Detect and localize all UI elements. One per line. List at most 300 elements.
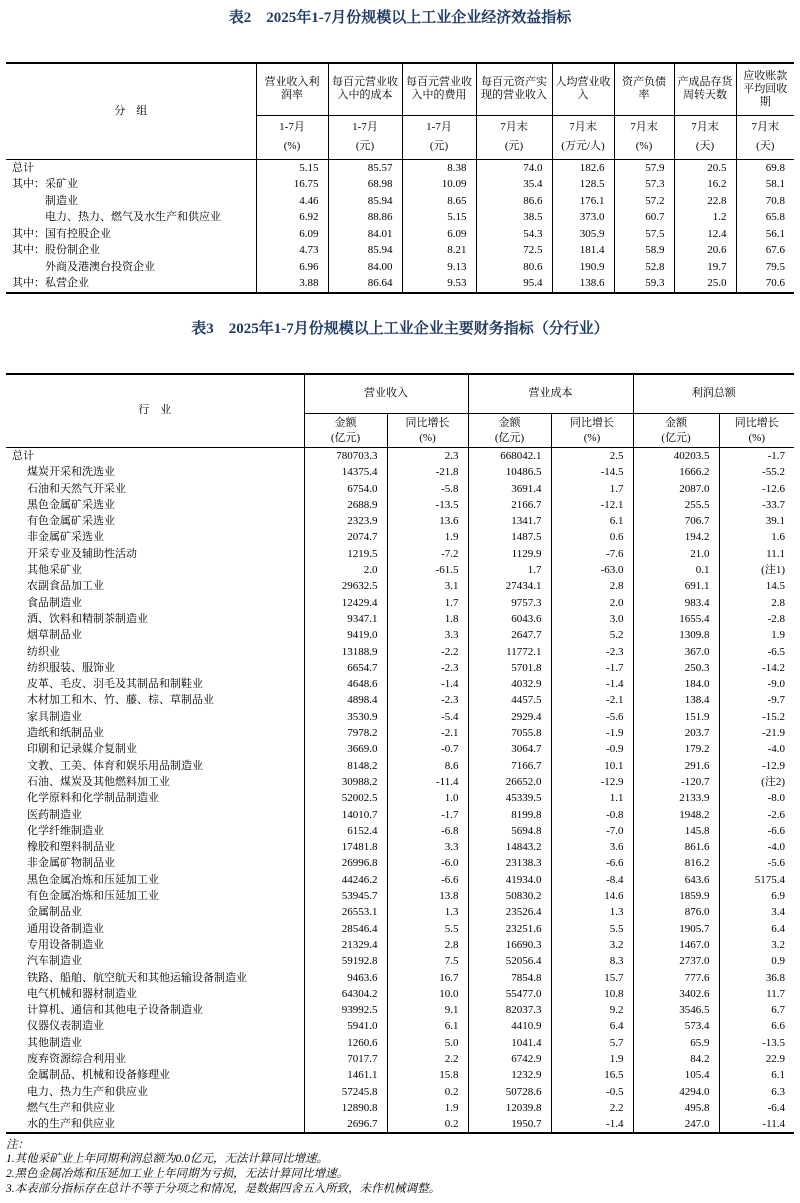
table-row xyxy=(6,611,794,627)
column-subheader xyxy=(304,414,387,448)
cell-value: 16.2 xyxy=(674,176,736,193)
subcolumn-name: 金额 xyxy=(334,416,357,429)
cell-value: 5.0 xyxy=(387,1035,468,1051)
cell-value: 70.6 xyxy=(736,275,794,293)
cell-value: -2.6 xyxy=(719,807,794,823)
row-label: 电力、热力生产和供应业 xyxy=(27,1085,148,1098)
cell-value: 373.0 xyxy=(552,209,614,226)
cell-value: 138.6 xyxy=(552,275,614,293)
row-label: 非金属矿物制品业 xyxy=(27,857,115,870)
cell-value: 79.5 xyxy=(736,259,794,276)
cell-value: 4294.0 xyxy=(633,1084,719,1100)
row-label: 皮革、毛皮、羽毛及其制品和制鞋业 xyxy=(27,678,203,691)
cell-value: -1.7 xyxy=(387,807,468,823)
row-label: 电气机械和器材制造业 xyxy=(27,987,137,1000)
row-label: 金属制品业 xyxy=(27,906,82,919)
cell-value: 6.09 xyxy=(256,226,328,243)
cell-value: 10.0 xyxy=(387,986,468,1002)
table3-head xyxy=(6,374,794,448)
cell-value: 14375.4 xyxy=(304,464,387,480)
cell-value: -14.2 xyxy=(719,660,794,676)
cell-value: 0.1 xyxy=(633,562,719,578)
cell-value: 7978.2 xyxy=(304,725,387,741)
cell-value: 8148.2 xyxy=(304,758,387,774)
column-subheader xyxy=(614,115,674,159)
table-row xyxy=(6,660,794,676)
row-label: 其他采矿业 xyxy=(27,564,82,577)
cell-value: -33.7 xyxy=(719,497,794,513)
cell-value: 68.98 xyxy=(328,176,402,193)
table-row xyxy=(6,448,794,465)
cell-value: 4648.6 xyxy=(304,676,387,692)
column-subheader xyxy=(402,115,476,159)
cell-value: 41934.0 xyxy=(468,872,551,888)
cell-value: 5.15 xyxy=(402,209,476,226)
cell-value: -2.3 xyxy=(387,692,468,708)
cell-value: 573.4 xyxy=(633,1018,719,1034)
cell-value: 30988.2 xyxy=(304,774,387,790)
cell-value: 57.3 xyxy=(614,176,674,193)
row-label: 煤炭开采和洗选业 xyxy=(27,466,115,479)
table-row xyxy=(6,1084,794,1100)
row-label: 印刷和记录媒介复制业 xyxy=(27,743,137,756)
cell-value: 17481.8 xyxy=(304,839,387,855)
cell-value: -2.3 xyxy=(551,644,633,660)
subcolumn-unit: (%) xyxy=(748,431,765,444)
cell-value: 57.5 xyxy=(614,226,674,243)
row-label: 其中：采矿业 xyxy=(12,178,78,190)
column-period: 7月末 xyxy=(500,121,528,133)
cell-value: 0.2 xyxy=(387,1116,468,1133)
cell-value: -21.8 xyxy=(387,464,468,480)
cell-value: -0.9 xyxy=(551,741,633,757)
cell-value: -2.2 xyxy=(387,644,468,660)
row-label: 黑色金属矿采选业 xyxy=(27,498,115,511)
cell-value: 706.7 xyxy=(633,513,719,529)
cell-value: 1.9 xyxy=(719,627,794,643)
cell-value: -1.4 xyxy=(551,1116,633,1133)
cell-value: -61.5 xyxy=(387,562,468,578)
table-row xyxy=(6,644,794,660)
cell-value: 20.6 xyxy=(674,242,736,259)
cell-value: 367.0 xyxy=(633,644,719,660)
table-row xyxy=(6,855,794,871)
cell-value: 74.0 xyxy=(476,159,552,176)
cell-value: 1.9 xyxy=(387,529,468,545)
cell-value: 2.8 xyxy=(551,578,633,594)
column-subheader xyxy=(552,115,614,159)
row-label: 汽车制造业 xyxy=(27,955,82,968)
table-row xyxy=(6,807,794,823)
cell-value: 3.2 xyxy=(719,937,794,953)
table-row xyxy=(6,209,794,226)
table-row xyxy=(6,790,794,806)
cell-value: 2.0 xyxy=(551,595,633,611)
cell-value: -55.2 xyxy=(719,464,794,480)
cell-value: 8.21 xyxy=(402,242,476,259)
row-label: 纺织业 xyxy=(27,645,60,658)
column-subheader xyxy=(551,414,633,448)
table2-group-header: 分 组 xyxy=(6,63,256,159)
table-row xyxy=(6,872,794,888)
column-period: 1-7月 xyxy=(352,121,378,133)
table-row xyxy=(6,725,794,741)
cell-value: 876.0 xyxy=(633,904,719,920)
subcolumn-unit: (亿元) xyxy=(330,431,361,444)
cell-value: -1.7 xyxy=(719,448,794,465)
cell-value: 1.3 xyxy=(387,904,468,920)
cell-value: 58.1 xyxy=(736,176,794,193)
cell-value: 3669.0 xyxy=(304,741,387,757)
cell-value: 8.38 xyxy=(402,159,476,176)
cell-value: 26652.0 xyxy=(468,774,551,790)
cell-value: 23251.6 xyxy=(468,921,551,937)
cell-value: -13.5 xyxy=(719,1035,794,1051)
cell-value: 7017.7 xyxy=(304,1051,387,1067)
cell-value: 82037.3 xyxy=(468,1002,551,1018)
cell-value: 9757.3 xyxy=(468,595,551,611)
row-label: 烟草制品业 xyxy=(27,629,82,642)
cell-value: 6.1 xyxy=(719,1067,794,1083)
row-label: 专用设备制造业 xyxy=(27,938,104,951)
row-label: 化学原料和化学制品制造业 xyxy=(27,792,159,805)
notes-lines xyxy=(6,1152,794,1197)
cell-value: 4410.9 xyxy=(468,1018,551,1034)
cell-value: 72.5 xyxy=(476,242,552,259)
cell-value: 9463.6 xyxy=(304,970,387,986)
cell-value: 52.8 xyxy=(614,259,674,276)
cell-value: 1.7 xyxy=(551,481,633,497)
cell-value: 5.5 xyxy=(551,921,633,937)
row-label: 食品制造业 xyxy=(27,596,82,609)
cell-value: 1.0 xyxy=(387,790,468,806)
table3-group-header: 行 业 xyxy=(6,374,304,448)
cell-value: 8.65 xyxy=(402,193,476,210)
cell-value: 250.3 xyxy=(633,660,719,676)
row-label: 水的生产和供应业 xyxy=(27,1118,115,1131)
cell-value: 12429.4 xyxy=(304,595,387,611)
cell-value: 181.4 xyxy=(552,242,614,259)
cell-value: 70.8 xyxy=(736,193,794,210)
cell-value: 2696.7 xyxy=(304,1116,387,1133)
cell-value: 203.7 xyxy=(633,725,719,741)
row-label: 制造业 xyxy=(45,194,78,207)
column-unit: (元) xyxy=(429,140,449,152)
row-label: 外商及港澳台投资企业 xyxy=(45,260,155,273)
cell-value: 64304.2 xyxy=(304,986,387,1002)
table-row xyxy=(6,464,794,480)
cell-value: 5701.8 xyxy=(468,660,551,676)
cell-value: 13188.9 xyxy=(304,644,387,660)
column-period: 7月末 xyxy=(751,121,779,133)
table2 xyxy=(6,62,794,294)
cell-value: 643.6 xyxy=(633,872,719,888)
cell-value: 176.1 xyxy=(552,193,614,210)
cell-value: -12.1 xyxy=(551,497,633,513)
column-header: 产成品存货周转天数 xyxy=(674,63,736,115)
cell-value: 3.4 xyxy=(719,904,794,920)
cell-value: 23138.3 xyxy=(468,855,551,871)
cell-value: 2.8 xyxy=(387,937,468,953)
cell-value: 9.13 xyxy=(402,259,476,276)
cell-value: -6.0 xyxy=(387,855,468,871)
column-unit: (天) xyxy=(695,140,715,152)
table-row xyxy=(6,1067,794,1083)
cell-value: 2.8 xyxy=(719,595,794,611)
cell-value: 2.2 xyxy=(387,1051,468,1067)
cell-value: 84.01 xyxy=(328,226,402,243)
table-row xyxy=(6,937,794,953)
cell-value: 3.2 xyxy=(551,937,633,953)
cell-value: -6.6 xyxy=(551,855,633,871)
table-row xyxy=(6,921,794,937)
cell-value: 4.46 xyxy=(256,193,328,210)
cell-value: 3.1 xyxy=(387,578,468,594)
table-row xyxy=(6,562,794,578)
cell-value: 2133.9 xyxy=(633,790,719,806)
cell-value: -6.6 xyxy=(719,823,794,839)
cell-value: 1655.4 xyxy=(633,611,719,627)
cell-value: 56.1 xyxy=(736,226,794,243)
cell-value: 3.6 xyxy=(551,839,633,855)
cell-value: 6043.6 xyxy=(468,611,551,627)
cell-value: 1.7 xyxy=(468,562,551,578)
cell-value: (注2) xyxy=(719,774,794,790)
table-row xyxy=(6,970,794,986)
cell-value: 10.8 xyxy=(551,986,633,1002)
cell-value: 6.1 xyxy=(551,513,633,529)
cell-value: 12039.8 xyxy=(468,1100,551,1116)
table-row xyxy=(6,259,794,276)
cell-value: 67.6 xyxy=(736,242,794,259)
column-header: 人均营业收入 xyxy=(552,63,614,115)
row-label: 总计 xyxy=(12,161,34,174)
row-label: 黑色金属冶炼和压延加工业 xyxy=(27,873,159,886)
table2-header-row-1 xyxy=(6,63,794,115)
cell-value: 1905.7 xyxy=(633,921,719,937)
subcolumn-unit: (亿元) xyxy=(494,431,525,444)
cell-value: 8199.8 xyxy=(468,807,551,823)
cell-value: 1859.9 xyxy=(633,888,719,904)
cell-value: 20.5 xyxy=(674,159,736,176)
cell-value: 1467.0 xyxy=(633,937,719,953)
table-row xyxy=(6,595,794,611)
cell-value: -11.4 xyxy=(719,1116,794,1133)
cell-value: 3.3 xyxy=(387,627,468,643)
cell-value: 1232.9 xyxy=(468,1067,551,1083)
cell-value: 10.09 xyxy=(402,176,476,193)
row-label: 通用设备制造业 xyxy=(27,922,104,935)
cell-value: 6654.7 xyxy=(304,660,387,676)
cell-value: 2.3 xyxy=(387,448,468,465)
table-row xyxy=(6,159,794,176)
cell-value: 15.8 xyxy=(387,1067,468,1083)
table-row xyxy=(6,578,794,594)
cell-value: 12.4 xyxy=(674,226,736,243)
row-label: 燃气生产和供应业 xyxy=(27,1101,115,1114)
cell-value: 7166.7 xyxy=(468,758,551,774)
cell-value: 2.5 xyxy=(551,448,633,465)
cell-value: 5.15 xyxy=(256,159,328,176)
cell-value: 4032.9 xyxy=(468,676,551,692)
cell-value: 28546.4 xyxy=(304,921,387,937)
column-unit: (%) xyxy=(635,140,653,152)
table-row xyxy=(6,275,794,293)
table-row xyxy=(6,481,794,497)
table-row xyxy=(6,497,794,513)
note-line: 2.黑色金属冶炼和压延加工业上年同期为亏损，无法计算同比增速。 xyxy=(6,1168,349,1181)
notes-label: 注： xyxy=(6,1139,29,1152)
subcolumn-name: 同比增长 xyxy=(570,416,614,429)
table2-head xyxy=(6,63,794,159)
cell-value: -9.0 xyxy=(719,676,794,692)
cell-value: 0.2 xyxy=(387,1084,468,1100)
cell-value: 3402.6 xyxy=(633,986,719,1002)
cell-value: -7.0 xyxy=(551,823,633,839)
cell-value: 2929.4 xyxy=(468,709,551,725)
column-header: 应收账款平均回收期 xyxy=(736,63,794,115)
cell-value: -2.8 xyxy=(719,611,794,627)
cell-value: -14.5 xyxy=(551,464,633,480)
cell-value: 9.1 xyxy=(387,1002,468,1018)
cell-value: -0.7 xyxy=(387,741,468,757)
cell-value: 861.6 xyxy=(633,839,719,855)
cell-value: -0.5 xyxy=(551,1084,633,1100)
table-row xyxy=(6,513,794,529)
table-row xyxy=(6,627,794,643)
cell-value: 5175.4 xyxy=(719,872,794,888)
column-subheader xyxy=(719,414,794,448)
cell-value: -8.0 xyxy=(719,790,794,806)
cell-value: 2647.7 xyxy=(468,627,551,643)
cell-value: 44246.2 xyxy=(304,872,387,888)
table-row xyxy=(6,953,794,969)
subcolumn-name: 同比增长 xyxy=(405,416,450,429)
cell-value: 57.9 xyxy=(614,159,674,176)
column-subheader xyxy=(674,115,736,159)
table-row xyxy=(6,176,794,193)
cell-value: 16690.3 xyxy=(468,937,551,953)
cell-value: 88.86 xyxy=(328,209,402,226)
row-label: 医药制造业 xyxy=(27,808,82,821)
cell-value: -12.6 xyxy=(719,481,794,497)
cell-value: 1129.9 xyxy=(468,546,551,562)
cell-value: 6.1 xyxy=(387,1018,468,1034)
row-label: 石油和天然气开采业 xyxy=(27,482,126,495)
table-row xyxy=(6,1116,794,1133)
cell-value: 816.2 xyxy=(633,855,719,871)
cell-value: 9.53 xyxy=(402,275,476,293)
cell-value: 27434.1 xyxy=(468,578,551,594)
cell-value: 1.9 xyxy=(551,1051,633,1067)
column-unit: (万元/人) xyxy=(561,140,605,152)
cell-value: -1.7 xyxy=(551,660,633,676)
cell-value: 1.7 xyxy=(387,595,468,611)
cell-value: 10486.5 xyxy=(468,464,551,480)
cell-value: 7055.8 xyxy=(468,725,551,741)
cell-value: 6152.4 xyxy=(304,823,387,839)
cell-value: 0.9 xyxy=(719,953,794,969)
cell-value: 983.4 xyxy=(633,595,719,611)
cell-value: -13.5 xyxy=(387,497,468,513)
cell-value: 50728.6 xyxy=(468,1084,551,1100)
cell-value: 184.0 xyxy=(633,676,719,692)
cell-value: 45339.5 xyxy=(468,790,551,806)
cell-value: -2.1 xyxy=(387,725,468,741)
row-label: 酒、饮料和精制茶制造业 xyxy=(27,612,148,625)
row-label: 造纸和纸制品业 xyxy=(27,727,104,740)
cell-value: 7.5 xyxy=(387,953,468,969)
table3-header-row-1 xyxy=(6,374,794,414)
cell-value: 85.57 xyxy=(328,159,402,176)
cell-value: 11.1 xyxy=(719,546,794,562)
cell-value: -7.6 xyxy=(551,546,633,562)
table-row xyxy=(6,823,794,839)
cell-value: 6742.9 xyxy=(468,1051,551,1067)
table-row xyxy=(6,676,794,692)
cell-value: -6.6 xyxy=(387,872,468,888)
column-subheader xyxy=(633,414,719,448)
table-row xyxy=(6,529,794,545)
cell-value: 59192.8 xyxy=(304,953,387,969)
subcolumn-name: 同比增长 xyxy=(734,416,779,429)
cell-value: 190.9 xyxy=(552,259,614,276)
cell-value: -2.3 xyxy=(387,660,468,676)
cell-value: 1341.7 xyxy=(468,513,551,529)
row-label: 纺织服装、服饰业 xyxy=(27,661,115,674)
cell-value: 59.3 xyxy=(614,275,674,293)
table3 xyxy=(6,373,794,1135)
column-header: 营业收入利润率 xyxy=(256,63,328,115)
column-unit: (%) xyxy=(283,140,301,152)
row-label: 橡胶和塑料制品业 xyxy=(27,841,115,854)
cell-value: 14010.7 xyxy=(304,807,387,823)
group-column-header: 利润总额 xyxy=(633,374,794,414)
table-row xyxy=(6,193,794,210)
cell-value: -6.8 xyxy=(387,823,468,839)
cell-value: 40203.5 xyxy=(633,448,719,465)
table-row xyxy=(6,904,794,920)
cell-value: -21.9 xyxy=(719,725,794,741)
note-line: 3.本表部分指标存在总计不等于分项之和情况，是数据四舍五入所致，未作机械调整。 xyxy=(6,1183,441,1196)
cell-value: -6.4 xyxy=(719,1100,794,1116)
cell-value: 4457.5 xyxy=(468,692,551,708)
cell-value: 1.8 xyxy=(387,611,468,627)
cell-value: 26553.1 xyxy=(304,904,387,920)
cell-value: 6754.0 xyxy=(304,481,387,497)
cell-value: 19.7 xyxy=(674,259,736,276)
table-row xyxy=(6,774,794,790)
cell-value: 25.0 xyxy=(674,275,736,293)
row-label: 家具制造业 xyxy=(27,710,82,723)
cell-value: 255.5 xyxy=(633,497,719,513)
cell-value: -5.6 xyxy=(551,709,633,725)
subcolumn-name: 金额 xyxy=(498,416,521,429)
cell-value: 1.1 xyxy=(551,790,633,806)
cell-value: 52002.5 xyxy=(304,790,387,806)
subcolumn-unit: (亿元) xyxy=(661,431,691,444)
cell-value: 39.1 xyxy=(719,513,794,529)
cell-value: 9.2 xyxy=(551,1002,633,1018)
column-period: 7月末 xyxy=(569,121,597,133)
column-header: 每百元营业收入中的费用 xyxy=(402,63,476,115)
cell-value: 26996.8 xyxy=(304,855,387,871)
row-label: 化学纤维制造业 xyxy=(27,824,104,837)
cell-value: 4.73 xyxy=(256,242,328,259)
note-line: 1.其他采矿业上年同期利润总额为0.0亿元，无法计算同比增速。 xyxy=(6,1153,328,1166)
cell-value: 54.3 xyxy=(476,226,552,243)
cell-value: 138.4 xyxy=(633,692,719,708)
